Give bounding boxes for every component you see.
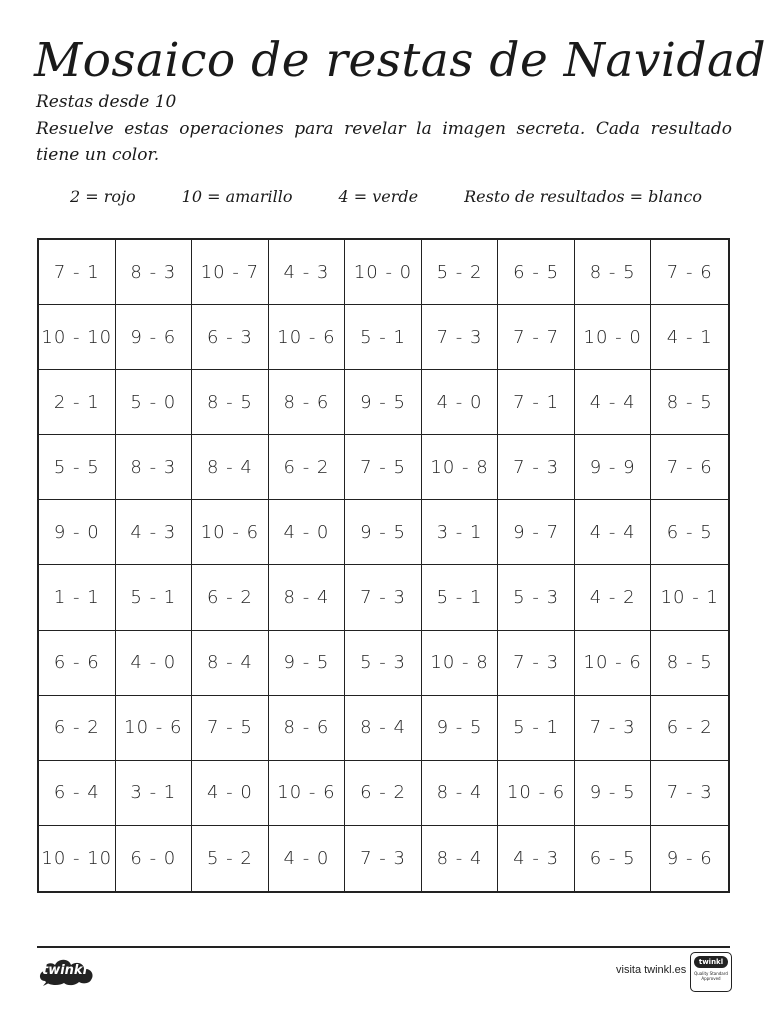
grid-cell: 8 - 4 bbox=[422, 826, 499, 891]
grid-cell: 10 - 6 bbox=[269, 761, 346, 826]
grid-cell: 7 - 3 bbox=[498, 435, 575, 500]
grid-cell: 5 - 5 bbox=[39, 435, 116, 500]
grid-cell: 6 - 2 bbox=[651, 696, 728, 761]
grid-cell: 7 - 5 bbox=[192, 696, 269, 761]
grid-cell: 7 - 7 bbox=[498, 305, 575, 370]
grid-cell: 4 - 0 bbox=[269, 826, 346, 891]
grid-cell: 7 - 1 bbox=[39, 240, 116, 305]
grid-cell: 4 - 3 bbox=[116, 500, 193, 565]
grid-cell: 8 - 6 bbox=[269, 696, 346, 761]
grid-cell: 7 - 3 bbox=[498, 631, 575, 696]
grid-cell: 8 - 4 bbox=[345, 696, 422, 761]
grid-cell: 10 - 10 bbox=[39, 305, 116, 370]
grid-cell: 6 - 2 bbox=[39, 696, 116, 761]
grid-cell: 5 - 1 bbox=[345, 305, 422, 370]
grid-cell: 8 - 3 bbox=[116, 435, 193, 500]
footer-divider bbox=[37, 946, 730, 948]
grid-cell: 7 - 3 bbox=[422, 305, 499, 370]
grid-cell: 5 - 1 bbox=[116, 565, 193, 630]
legend-item: 2 = rojo bbox=[70, 187, 136, 206]
grid-cell: 8 - 5 bbox=[651, 370, 728, 435]
grid-cell: 8 - 4 bbox=[269, 565, 346, 630]
grid-cell: 4 - 4 bbox=[575, 500, 652, 565]
grid-cell: 6 - 0 bbox=[116, 826, 193, 891]
grid-cell: 8 - 4 bbox=[192, 631, 269, 696]
page-title: Mosaico de restas de Navidad bbox=[34, 33, 767, 88]
grid-cell: 9 - 7 bbox=[498, 500, 575, 565]
grid-cell: 4 - 2 bbox=[575, 565, 652, 630]
grid-cell: 3 - 1 bbox=[116, 761, 193, 826]
grid-cell: 5 - 2 bbox=[422, 240, 499, 305]
grid-cell: 5 - 1 bbox=[498, 696, 575, 761]
legend-item: Resto de resultados = blanco bbox=[464, 187, 702, 206]
subtraction-grid bbox=[37, 238, 730, 893]
badge-caption: Quality Standard Approved bbox=[694, 971, 728, 981]
legend-item: 10 = amarillo bbox=[181, 187, 293, 206]
grid-cell: 9 - 5 bbox=[345, 500, 422, 565]
grid-cell: 4 - 0 bbox=[116, 631, 193, 696]
grid-cell: 6 - 4 bbox=[39, 761, 116, 826]
grid-cell: 8 - 3 bbox=[116, 240, 193, 305]
grid-cell: 10 - 1 bbox=[651, 565, 728, 630]
grid-cell: 9 - 5 bbox=[422, 696, 499, 761]
grid-cell: 9 - 5 bbox=[269, 631, 346, 696]
grid-cell: 10 - 6 bbox=[116, 696, 193, 761]
grid-cell: 4 - 1 bbox=[651, 305, 728, 370]
grid-cell: 10 - 6 bbox=[269, 305, 346, 370]
grid-cell: 1 - 1 bbox=[39, 565, 116, 630]
grid-cell: 6 - 5 bbox=[498, 240, 575, 305]
grid-cell: 10 - 0 bbox=[345, 240, 422, 305]
grid-cell: 5 - 2 bbox=[192, 826, 269, 891]
grid-cell: 4 - 3 bbox=[498, 826, 575, 891]
grid-cell: 4 - 3 bbox=[269, 240, 346, 305]
grid-cell: 7 - 6 bbox=[651, 435, 728, 500]
grid-cell: 5 - 3 bbox=[498, 565, 575, 630]
instructions: Resuelve estas operaciones para revelar la imagen secreta. Cada resultado tiene un color. bbox=[36, 119, 732, 165]
legend-item: 4 = verde bbox=[338, 187, 419, 206]
grid-cell: 6 - 2 bbox=[192, 565, 269, 630]
grid-cell: 9 - 9 bbox=[575, 435, 652, 500]
grid-cell: 10 - 0 bbox=[575, 305, 652, 370]
grid-cell: 5 - 3 bbox=[345, 631, 422, 696]
grid-cell: 6 - 3 bbox=[192, 305, 269, 370]
grid-cell: 8 - 4 bbox=[422, 761, 499, 826]
grid-cell: 3 - 1 bbox=[422, 500, 499, 565]
grid-cell: 10 - 8 bbox=[422, 435, 499, 500]
quality-badge bbox=[690, 952, 732, 992]
grid-cell: 9 - 5 bbox=[345, 370, 422, 435]
grid-cell: 5 - 0 bbox=[116, 370, 193, 435]
badge-logo: twinkl bbox=[694, 956, 728, 968]
grid-cell: 10 - 8 bbox=[422, 631, 499, 696]
grid-cell: 8 - 5 bbox=[575, 240, 652, 305]
subtitle: Restas desde 10 bbox=[36, 92, 177, 112]
grid-cell: 7 - 3 bbox=[575, 696, 652, 761]
grid-cell: 4 - 0 bbox=[269, 500, 346, 565]
grid-cell: 4 - 4 bbox=[575, 370, 652, 435]
grid-cell: 10 - 6 bbox=[498, 761, 575, 826]
grid-cell: 7 - 3 bbox=[651, 761, 728, 826]
grid-cell: 9 - 5 bbox=[575, 761, 652, 826]
grid-cell: 10 - 10 bbox=[39, 826, 116, 891]
grid-cell: 5 - 1 bbox=[422, 565, 499, 630]
grid-cell: 4 - 0 bbox=[422, 370, 499, 435]
grid-cell: 8 - 4 bbox=[192, 435, 269, 500]
grid-cell: 10 - 7 bbox=[192, 240, 269, 305]
grid-cell: 8 - 5 bbox=[192, 370, 269, 435]
grid-cell: 6 - 5 bbox=[575, 826, 652, 891]
logo-text: twinkl bbox=[42, 963, 88, 978]
color-legend bbox=[70, 187, 730, 206]
grid-cell: 6 - 6 bbox=[39, 631, 116, 696]
visit-link[interactable]: visita twinkl.es bbox=[616, 964, 687, 976]
grid-cell: 9 - 6 bbox=[116, 305, 193, 370]
grid-cell: 6 - 2 bbox=[269, 435, 346, 500]
grid-cell: 6 - 2 bbox=[345, 761, 422, 826]
grid-cell: 10 - 6 bbox=[192, 500, 269, 565]
grid-cell: 9 - 0 bbox=[39, 500, 116, 565]
grid-cell: 7 - 1 bbox=[498, 370, 575, 435]
grid-cell: 7 - 3 bbox=[345, 565, 422, 630]
grid-cell: 2 - 1 bbox=[39, 370, 116, 435]
grid-cell: 4 - 0 bbox=[192, 761, 269, 826]
grid-cell: 9 - 6 bbox=[666, 847, 713, 869]
grid-cell: 6 - 5 bbox=[651, 500, 728, 565]
grid-cell: 8 - 5 bbox=[651, 631, 728, 696]
grid-cell: 7 - 6 bbox=[651, 240, 728, 305]
grid-cell: 8 - 6 bbox=[269, 370, 346, 435]
grid-cell: 10 - 6 bbox=[575, 631, 652, 696]
grid-cell: 7 - 5 bbox=[345, 435, 422, 500]
grid-cell: 7 - 3 bbox=[345, 826, 422, 891]
